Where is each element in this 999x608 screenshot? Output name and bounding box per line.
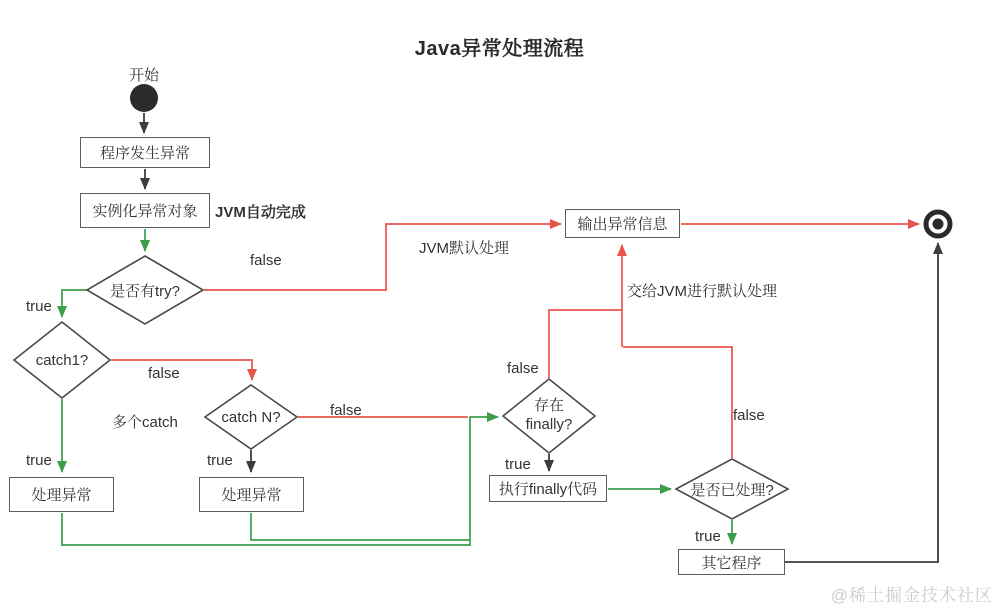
label-true-has-try: true bbox=[26, 298, 52, 315]
edge-handle2-merge bbox=[251, 513, 470, 540]
end-node-dot-icon bbox=[933, 219, 944, 230]
diamond-catch1 bbox=[14, 322, 110, 398]
edge-hasfinally-false bbox=[549, 310, 622, 378]
label-has-try: 是否有try? bbox=[109, 282, 180, 300]
label-false-catch-n: false bbox=[330, 402, 362, 419]
page-title: Java异常处理流程 bbox=[414, 38, 585, 60]
node-instantiate-exception: 实例化异常对象 bbox=[80, 193, 210, 228]
start-node-icon bbox=[130, 84, 158, 112]
node-output-exception-info: 输出异常信息 bbox=[565, 209, 680, 238]
label-catch-n: catch N? bbox=[221, 408, 281, 426]
label-has-finally: 存在 finally? bbox=[525, 397, 573, 433]
label-false-catch1: false bbox=[148, 365, 180, 382]
node-other-program: 其它程序 bbox=[678, 549, 785, 575]
label-multi-catch: 多个catch bbox=[112, 414, 178, 431]
label-true-has-finally: true bbox=[505, 456, 531, 473]
edge-catch1-false bbox=[111, 360, 252, 380]
label-false-has-try: false bbox=[250, 252, 282, 269]
node-handle-exception-1: 处理异常 bbox=[9, 477, 114, 512]
label-true-catch-n: true bbox=[207, 452, 233, 469]
diamond-has-try bbox=[87, 256, 203, 324]
edge-handled-false bbox=[623, 347, 732, 458]
node-handle-exception-2: 处理异常 bbox=[199, 477, 304, 512]
diamond-handled bbox=[676, 459, 788, 519]
label-handled: 是否已处理? bbox=[690, 481, 774, 499]
watermark: @稀土掘金技术社区 bbox=[830, 586, 993, 605]
node-exec-finally: 执行finally代码 bbox=[489, 475, 607, 502]
edge-hastry-true bbox=[62, 290, 87, 317]
label-false-has-finally: false bbox=[507, 360, 539, 377]
label-start: 开始 bbox=[128, 66, 159, 84]
diamond-catch-n bbox=[205, 385, 297, 449]
label-false-handled: false bbox=[733, 407, 765, 424]
label-jvm-auto: JVM自动完成 bbox=[215, 204, 306, 221]
label-catch1: catch1? bbox=[35, 351, 89, 369]
label-jvm-handover: 交给JVM进行默认处理 bbox=[627, 283, 778, 300]
label-true-catch1: true bbox=[26, 452, 52, 469]
node-exception-occurs: 程序发生异常 bbox=[80, 137, 210, 168]
edge-other-to-end bbox=[785, 243, 938, 562]
label-jvm-default: JVM默认处理 bbox=[419, 240, 510, 257]
diamond-has-finally bbox=[503, 379, 595, 453]
label-true-handled: true bbox=[695, 528, 721, 545]
